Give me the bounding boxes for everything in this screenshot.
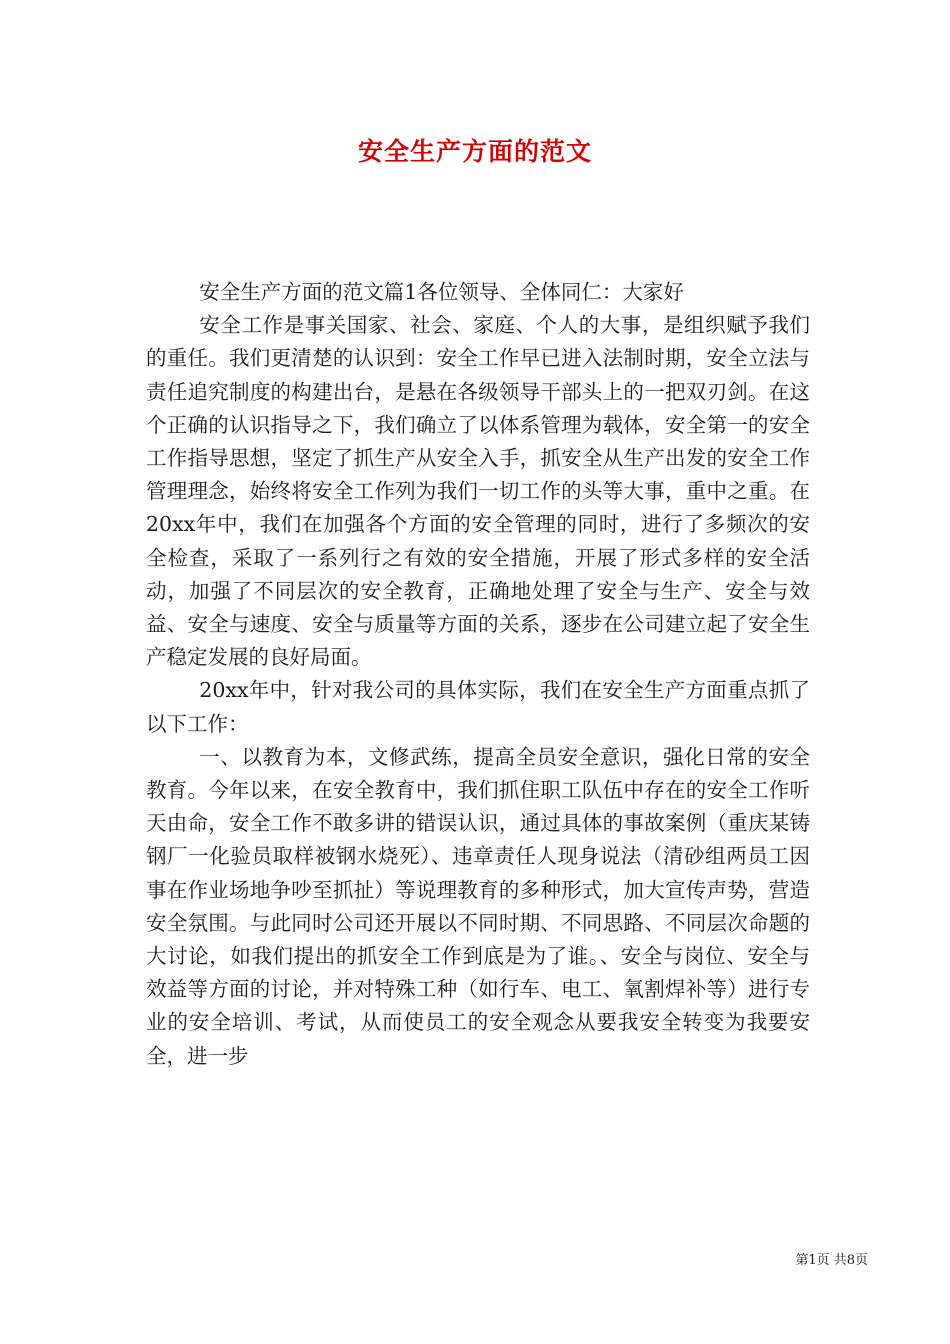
document-title: 安全生产方面的范文 (357, 137, 592, 166)
paragraph-1: 安全生产方面的范文篇1各位领导、全体同仁：大家好 (199, 280, 684, 304)
paragraph-2: 安全工作是事关国家、社会、家庭、个人的大事，是组织赋予我们的重任。我们更清楚的认识到：安全工作早已进入法制时期，安全立法与责任追究制度的构建出台，是悬在各级领导干部头上的一把双刃剑。在这个正确的认识指导之下，我们确立了以体系管理为载体，安全第一的安全工作指导思想，坚定了抓生产从安全入手，抓安全从生产出发的安全工作管理理念，始终将安全工作列为我们一切工作的头等大事，重中之重。在20xx年中，我们在加强各个方面的安全管理的同时，进行了多频次的安全检查，采取了一系列行之有效的安全措施，开展了形式多样的安全活动，加强了不同层次的安全教育，正确地处理了安全与生产、安全与效益、安全与速度、安全与质量等方面的关系，逐步在公司建立起了安全生产稳定发展的良好局面。 (146, 313, 810, 670)
paragraph-3: 20xx年中，针对我公司的具体实际，我们在安全生产方面重点抓了以下工作： (146, 678, 810, 736)
page-number-footer: 第1页 共8页 (795, 1253, 868, 1268)
paragraph-4: 一、以教育为本，文修武练，提高全员安全意识，强化日常的安全教育。今年以来，在安全教育中，我们抓住职工队伍中存在的安全工作听天由命，安全工作不敢多讲的错误认识，通过具体的事故案例（重庆某铸钢厂一化验员取样被钢水烧死）、违章责任人现身说法（清砂组两员工因事在作业场地争吵至抓扯）等说理教育的多种形式，加大宣传声势，营造安全氛围。与此同时公司还开展以不同时期、不同思路、不同层次命题的大讨论，如我们提出的抓安全工作到底是为了谁。、安全与岗位、安全与效益等方面的讨论，并对特殊工种（如行车、电工、氧割焊补等）进行专业的安全培训、考试，从而使员工的安全观念从要我安全转变为我要安全，进一步 (146, 744, 810, 1068)
document-body (146, 276, 810, 1073)
